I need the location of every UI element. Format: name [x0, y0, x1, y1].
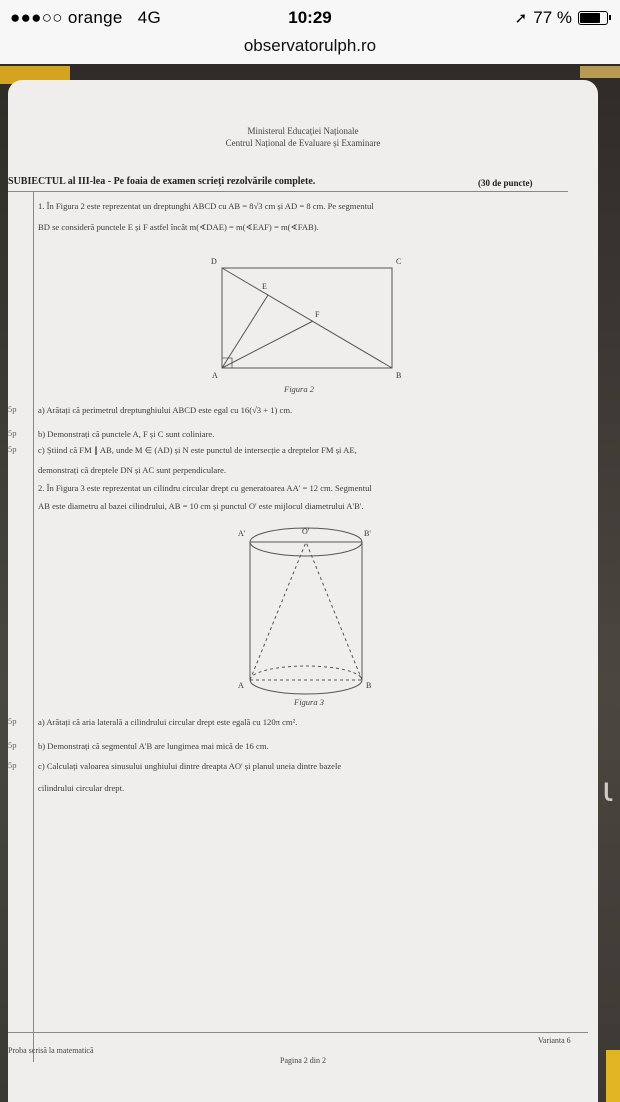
rule — [8, 191, 568, 192]
location-arrow-icon: ➚ — [514, 10, 528, 27]
q1-c1: c) Știind că FM ∥ AB, unde M ∈ (AD) și N este punctul de intersecție a dreptelor FM și AE, — [38, 445, 357, 455]
network-label: 4G — [137, 8, 161, 27]
battery-percent: 77 % — [533, 8, 572, 27]
battery-icon — [578, 11, 608, 25]
figure-2-caption: Figura 2 — [284, 384, 314, 394]
q2-line2: AB este diametru al bazei cilindrului, AB = 10 cm și punctul O' este mijlocul diametrului A'B'. — [38, 501, 364, 511]
footer-variant: Varianta 6 — [538, 1036, 571, 1045]
q1-line2: BD se consideră punctele E și F astfel încât m(∢DAE) = m(∢EAF) = m(∢FAB). — [38, 222, 319, 232]
q1-a: a) Arătați că perimetrul dreptunghiului ABCD este egal cu 16(√3 + 1) cm. — [38, 405, 293, 415]
label-a: A — [212, 371, 218, 380]
subject-title: SUBIECTUL al III-lea - Pe foaia de examen scrieți rezolvările complete. — [8, 176, 316, 187]
exam-page-image[interactable] — [8, 80, 598, 1102]
background-decoration-bottom — [606, 1050, 620, 1102]
label-a1: A' — [238, 529, 246, 538]
segment-ae — [222, 295, 268, 368]
segment-ao1 — [250, 542, 306, 680]
mark-2b: 5p — [8, 740, 17, 750]
segment-af — [222, 321, 313, 368]
label-d: D — [211, 257, 217, 266]
figure-3-cylinder — [230, 520, 390, 700]
mark-2c: 5p — [8, 760, 17, 770]
figure-2-rectangle — [198, 250, 418, 390]
ministry-header: Ministerul Educației Naționale — [247, 126, 359, 136]
label-b1: B' — [364, 529, 371, 538]
label-e: E — [262, 282, 267, 291]
label-a: A — [238, 681, 244, 690]
background-glyph: ι — [602, 770, 614, 810]
center-header: Centrul Național de Evaluare și Examinare — [225, 138, 381, 148]
q1-c2: demonstrați că dreptele DN și AC sunt perpendiculare. — [38, 465, 227, 475]
q2-c1: c) Calculați valoarea sinusului unghiului dintre dreapta AO' și planul uneia dintre bazele — [38, 761, 342, 771]
label-b: B — [366, 681, 372, 690]
q2-a: a) Arătați că aria laterală a cilindrului circular drept este egală cu 120π cm². — [38, 717, 298, 727]
q1-b: b) Demonstrați că punctele A, F și C sunt coliniare. — [38, 429, 215, 439]
q2-b: b) Demonstrați că segmentul A'B are lungimea mai mică de 16 cm. — [38, 741, 269, 751]
background-decoration-right — [580, 66, 620, 78]
label-b: B — [396, 371, 402, 380]
carrier-label: ●●●○○ orange — [10, 8, 123, 27]
q2-c2: cilindrului circular drept. — [38, 783, 125, 793]
status-bar — [0, 0, 620, 64]
label-f: F — [315, 310, 320, 319]
figure-3-caption: Figura 3 — [294, 697, 324, 707]
label-c: C — [396, 257, 402, 266]
footer-rule — [8, 1032, 588, 1033]
subject-points: (30 de puncte) — [478, 178, 533, 188]
address-bar-url[interactable]: observatorulph.ro — [243, 36, 377, 55]
diagonal-bd — [222, 268, 392, 368]
label-o1: O' — [302, 527, 310, 536]
margin-line — [33, 192, 34, 1062]
q1-line1: 1. În Figura 2 este reprezentat un dreptunghi ABCD cu AB = 8√3 cm și AD = 8 cm. Pe segmentul — [38, 201, 374, 211]
bottom-base-front — [250, 680, 362, 694]
footer-subject: Proba scrisă la matematică — [8, 1046, 94, 1055]
bottom-base-back — [250, 666, 362, 680]
battery-info — [515, 8, 608, 28]
footer-page: Pagina 2 din 2 — [280, 1056, 326, 1065]
mark-2a: 5p — [8, 716, 17, 726]
clock: 10:29 — [288, 8, 332, 27]
q2-line1: 2. În Figura 3 este reprezentat un cilindru circular drept cu generatoarea AA' = 12 cm. Segmentul — [38, 483, 372, 493]
mark-1b: 5p — [8, 428, 17, 438]
segment-bo1 — [306, 542, 362, 680]
mark-1a: 5p — [8, 404, 17, 414]
mark-1c: 5p — [8, 444, 17, 454]
